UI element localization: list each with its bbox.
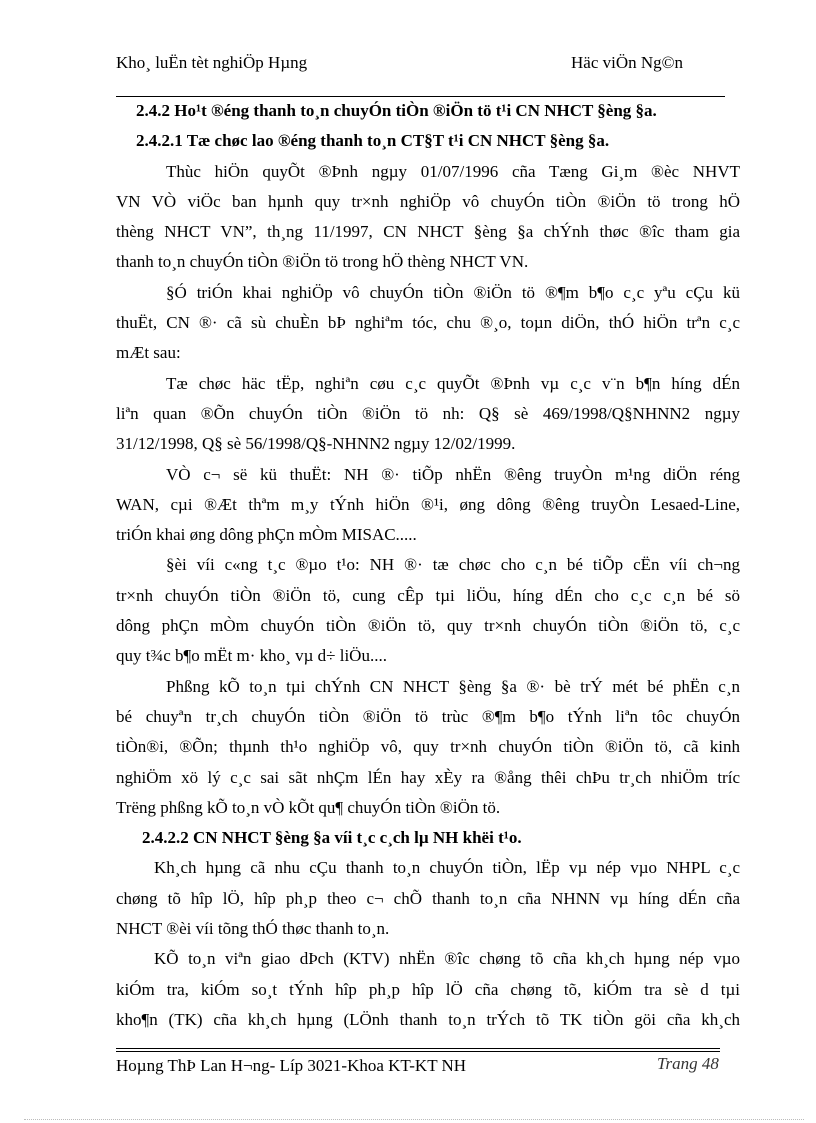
paragraph-line: triÓn khai øng dông phÇn mÒm MISAC..... (116, 525, 417, 545)
heading-2-4-2-1: 2.4.2.1 Tæ chøc lao ®éng thanh to¸n CT§T t¹i CN NHCT §èng §a. (136, 131, 610, 151)
footer-author: Hoµng ThÞ Lan H¬ng- Líp 3021-Khoa KT-KT NH (116, 1056, 467, 1075)
paragraph-line: tr×nh chuyÓn tiÒn ®iÖn tö, cung cÊp tµi liÖu, híng dÉn cho c¸c c¸n bé sö (116, 585, 740, 605)
heading-2-4-2-2: 2.4.2.2 CN NHCT §èng §a víi t¸c c¸ch lµ NH khëi t¹o. (142, 828, 522, 848)
document-body (116, 96, 740, 1035)
paragraph-line: Trëng phßng kÕ to¸n vÒ kÕt qu¶ chuyÓn tiÒn ®iÖn tö. (116, 797, 501, 817)
header-left: Kho¸ luËn tèt nghiÖp Hµng (116, 53, 308, 72)
paragraph-line: thuËt, CN ®· cã sù chuÈn bÞ nghiªm tóc, chu ®¸o, toµn diÖn, thÓ hiÖn trªn c¸c (116, 313, 740, 333)
paragraph-line: chøng tõ hîp lÖ, hîp ph¸p theo c¬ chÕ thanh to¸n cña NHNN vµ híng dÉn cña (116, 888, 740, 908)
paragraph-line: liªn quan ®Õn chuyÓn tiÒn ®iÖn tö nh: Q§ sè 469/1998/Q§NHNN2 ngµy (116, 403, 740, 423)
page-edge-divider (24, 1119, 804, 1120)
paragraph-line: kho¶n (TK) cña kh¸ch hµng (LÖnh thanh to¸n trÝch tõ TK tiÒn göi cña kh¸ch (116, 1009, 740, 1029)
paragraph-line: §Ó triÓn khai nghiÖp vô chuyÓn tiÒn ®iÖn tö ®¶m b¶o c¸c yªu cÇu kü (166, 282, 740, 302)
heading-2-4-2: 2.4.2 Ho¹t ®éng thanh to¸n chuyÓn tiÒn ®iÖn tö t¹i CN NHCT §èng §a. (136, 101, 657, 120)
paragraph-line: Phßng kÕ to¸n tµi chÝnh CN NHCT §èng §a ®· bè trÝ mét bé phËn c¸n (166, 676, 740, 696)
paragraph-line: §èi víi c«ng t¸c ®µo t¹o: NH ®· tæ chøc cho c¸n bé tiÕp cËn víi ch¬ng (166, 555, 740, 575)
paragraph-line: 31/12/1998, Q§ sè 56/1998/Q§-NHNN2 ngµy 12/02/1999. (116, 434, 516, 454)
paragraph-line: WAN, cµi ®Æt thªm m¸y tÝnh hiÖn ®¹i, øng dông ®êng truyÒn Lesaed-Line, (116, 494, 740, 514)
paragraph-line: Tæ chøc häc tËp, nghiªn cøu c¸c quyÕt ®Þnh vµ c¸c v¨n b¶n híng dÉn (166, 373, 740, 393)
paragraph-line: KÕ to¸n viªn giao dÞch (KTV) nhËn ®îc chøng tõ cña kh¸ch hµng nép vµo (154, 949, 740, 969)
paragraph-line: bé chuyªn tr¸ch chuyÓn tiÒn ®iÖn tö trùc ®¶m b¶o tÝnh liªn tôc chuyÓn (116, 706, 740, 726)
paragraph-line: NHCT ®èi víi tõng thÓ thøc thanh to¸n. (116, 919, 390, 939)
page-number: Trang 48 (657, 1054, 719, 1073)
paragraph-line: VÒ c¬ së kü thuËt: NH ®· tiÕp nhËn ®êng truyÒn m¹ng diÖn réng (166, 464, 740, 484)
paragraph-line: dông phÇn mÒm chuyÓn tiÒn ®iÖn tö, quy tr×nh chuyÓn tiÒn ®iÖn tö, c¸c (116, 616, 740, 636)
paragraph-line: thanh to¸n chuyÓn tiÒn ®iÖn tö trong hÖ thèng NHCT VN. (116, 252, 529, 272)
footer-rule-bottom (116, 1051, 720, 1052)
header-right: Häc viÖn Ng©n (571, 53, 684, 72)
paragraph-line: VN VÒ viÖc ban hµnh quy tr×nh nghiÖp vô chuyÓn tiÒn ®iÖn tö trong hÖ (116, 191, 740, 211)
paragraph-line: Thùc hiÖn quyÕt ®Þnh ngµy 01/07/1996 cña Tæng Gi¸m ®èc NHVT (166, 161, 740, 181)
paragraph-line: mÆt sau: (116, 343, 181, 363)
footer-rule-top (116, 1048, 720, 1049)
paragraph-line: tiÒn®i, ®Õn; thµnh th¹o nghiÖp vô, quy tr×nh chuyÓn tiÒn ®iÖn tö, cã kinh (116, 737, 740, 757)
paragraph-line: Kh¸ch hµng cã nhu cÇu thanh to¸n chuyÓn tiÒn, lËp vµ nép vµo NHPL c¸c (154, 858, 740, 878)
paragraph-line: kiÓm tra, kiÓm so¸t tÝnh hîp ph¸p hîp lÖ cña chøng tõ, kiÓm tra sè d tµi (116, 979, 740, 999)
paragraph-line: nghiÖm xö lý c¸c sai sãt nhÇm lÉn hay xÈy ra ®ång thêi chÞu tr¸ch nhiÖm tríc (116, 767, 740, 787)
paragraph-line: quy t¾c b¶o mËt m· kho¸ vµ d÷ liÖu.... (116, 646, 387, 666)
paragraph-line: thèng NHCT VN”, th¸ng 11/1997, CN NHCT §èng §a chÝnh thøc ®îc tham gia (116, 222, 740, 242)
